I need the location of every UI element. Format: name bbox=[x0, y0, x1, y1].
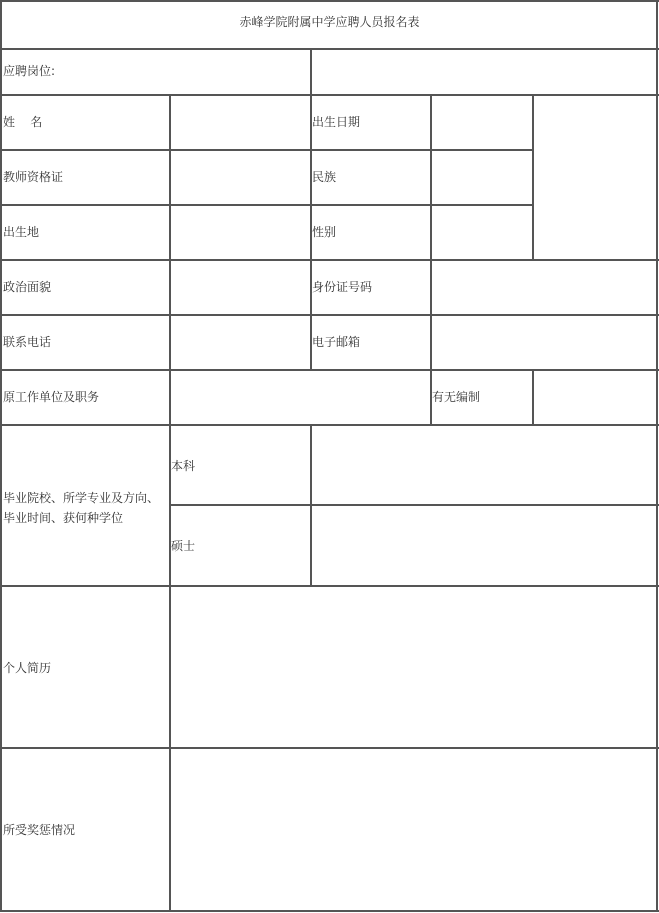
label-birthplace: 出生地 bbox=[3, 225, 40, 239]
id-number-field[interactable] bbox=[432, 261, 656, 314]
label-phone: 联系电话 bbox=[3, 335, 52, 349]
master-field[interactable] bbox=[312, 506, 656, 585]
label-email: 电子邮箱 bbox=[312, 335, 361, 349]
label-staffing: 有无编制 bbox=[432, 390, 481, 404]
photo-area bbox=[534, 96, 656, 259]
label-resume: 个人简历 bbox=[3, 661, 52, 675]
label-former-job: 原工作单位及职务 bbox=[3, 390, 100, 404]
birthplace-field[interactable] bbox=[171, 206, 310, 259]
awards-field[interactable] bbox=[171, 749, 656, 910]
label-id-number: 身份证号码 bbox=[312, 280, 373, 294]
label-gender: 性别 bbox=[312, 225, 337, 239]
border-top bbox=[0, 0, 659, 2]
name-field[interactable] bbox=[171, 96, 310, 149]
label-master: 硕士 bbox=[171, 539, 196, 553]
border-right bbox=[656, 0, 658, 912]
staffing-field[interactable] bbox=[534, 371, 656, 424]
email-field[interactable] bbox=[432, 316, 656, 369]
bachelor-field[interactable] bbox=[312, 426, 656, 504]
teacher-cert-field[interactable] bbox=[171, 151, 310, 204]
resume-field[interactable] bbox=[171, 587, 656, 747]
gender-field[interactable] bbox=[432, 206, 532, 259]
border-bottom bbox=[0, 910, 659, 912]
label-name: 姓 名 bbox=[3, 115, 43, 129]
label-ethnicity: 民族 bbox=[312, 170, 337, 184]
label-education: 毕业院校、所学专业及方向、毕业时间、获何种学位 bbox=[3, 491, 160, 525]
phone-field[interactable] bbox=[171, 316, 310, 369]
label-teacher-cert: 教师资格证 bbox=[3, 170, 64, 184]
former-job-field[interactable] bbox=[171, 371, 430, 424]
border-left bbox=[0, 0, 2, 912]
position-field[interactable] bbox=[312, 50, 656, 94]
label-political-status: 政治面貌 bbox=[3, 280, 52, 294]
form-title: 赤峰学院附属中学应聘人员报名表 bbox=[239, 15, 420, 29]
label-birth-date: 出生日期 bbox=[312, 115, 361, 129]
ethnicity-field[interactable] bbox=[432, 151, 532, 204]
political-status-field[interactable] bbox=[171, 261, 310, 314]
label-awards: 所受奖惩情况 bbox=[3, 823, 76, 837]
birth-date-field[interactable] bbox=[432, 96, 532, 149]
label-bachelor: 本科 bbox=[171, 459, 196, 473]
label-position: 应聘岗位: bbox=[3, 64, 56, 78]
